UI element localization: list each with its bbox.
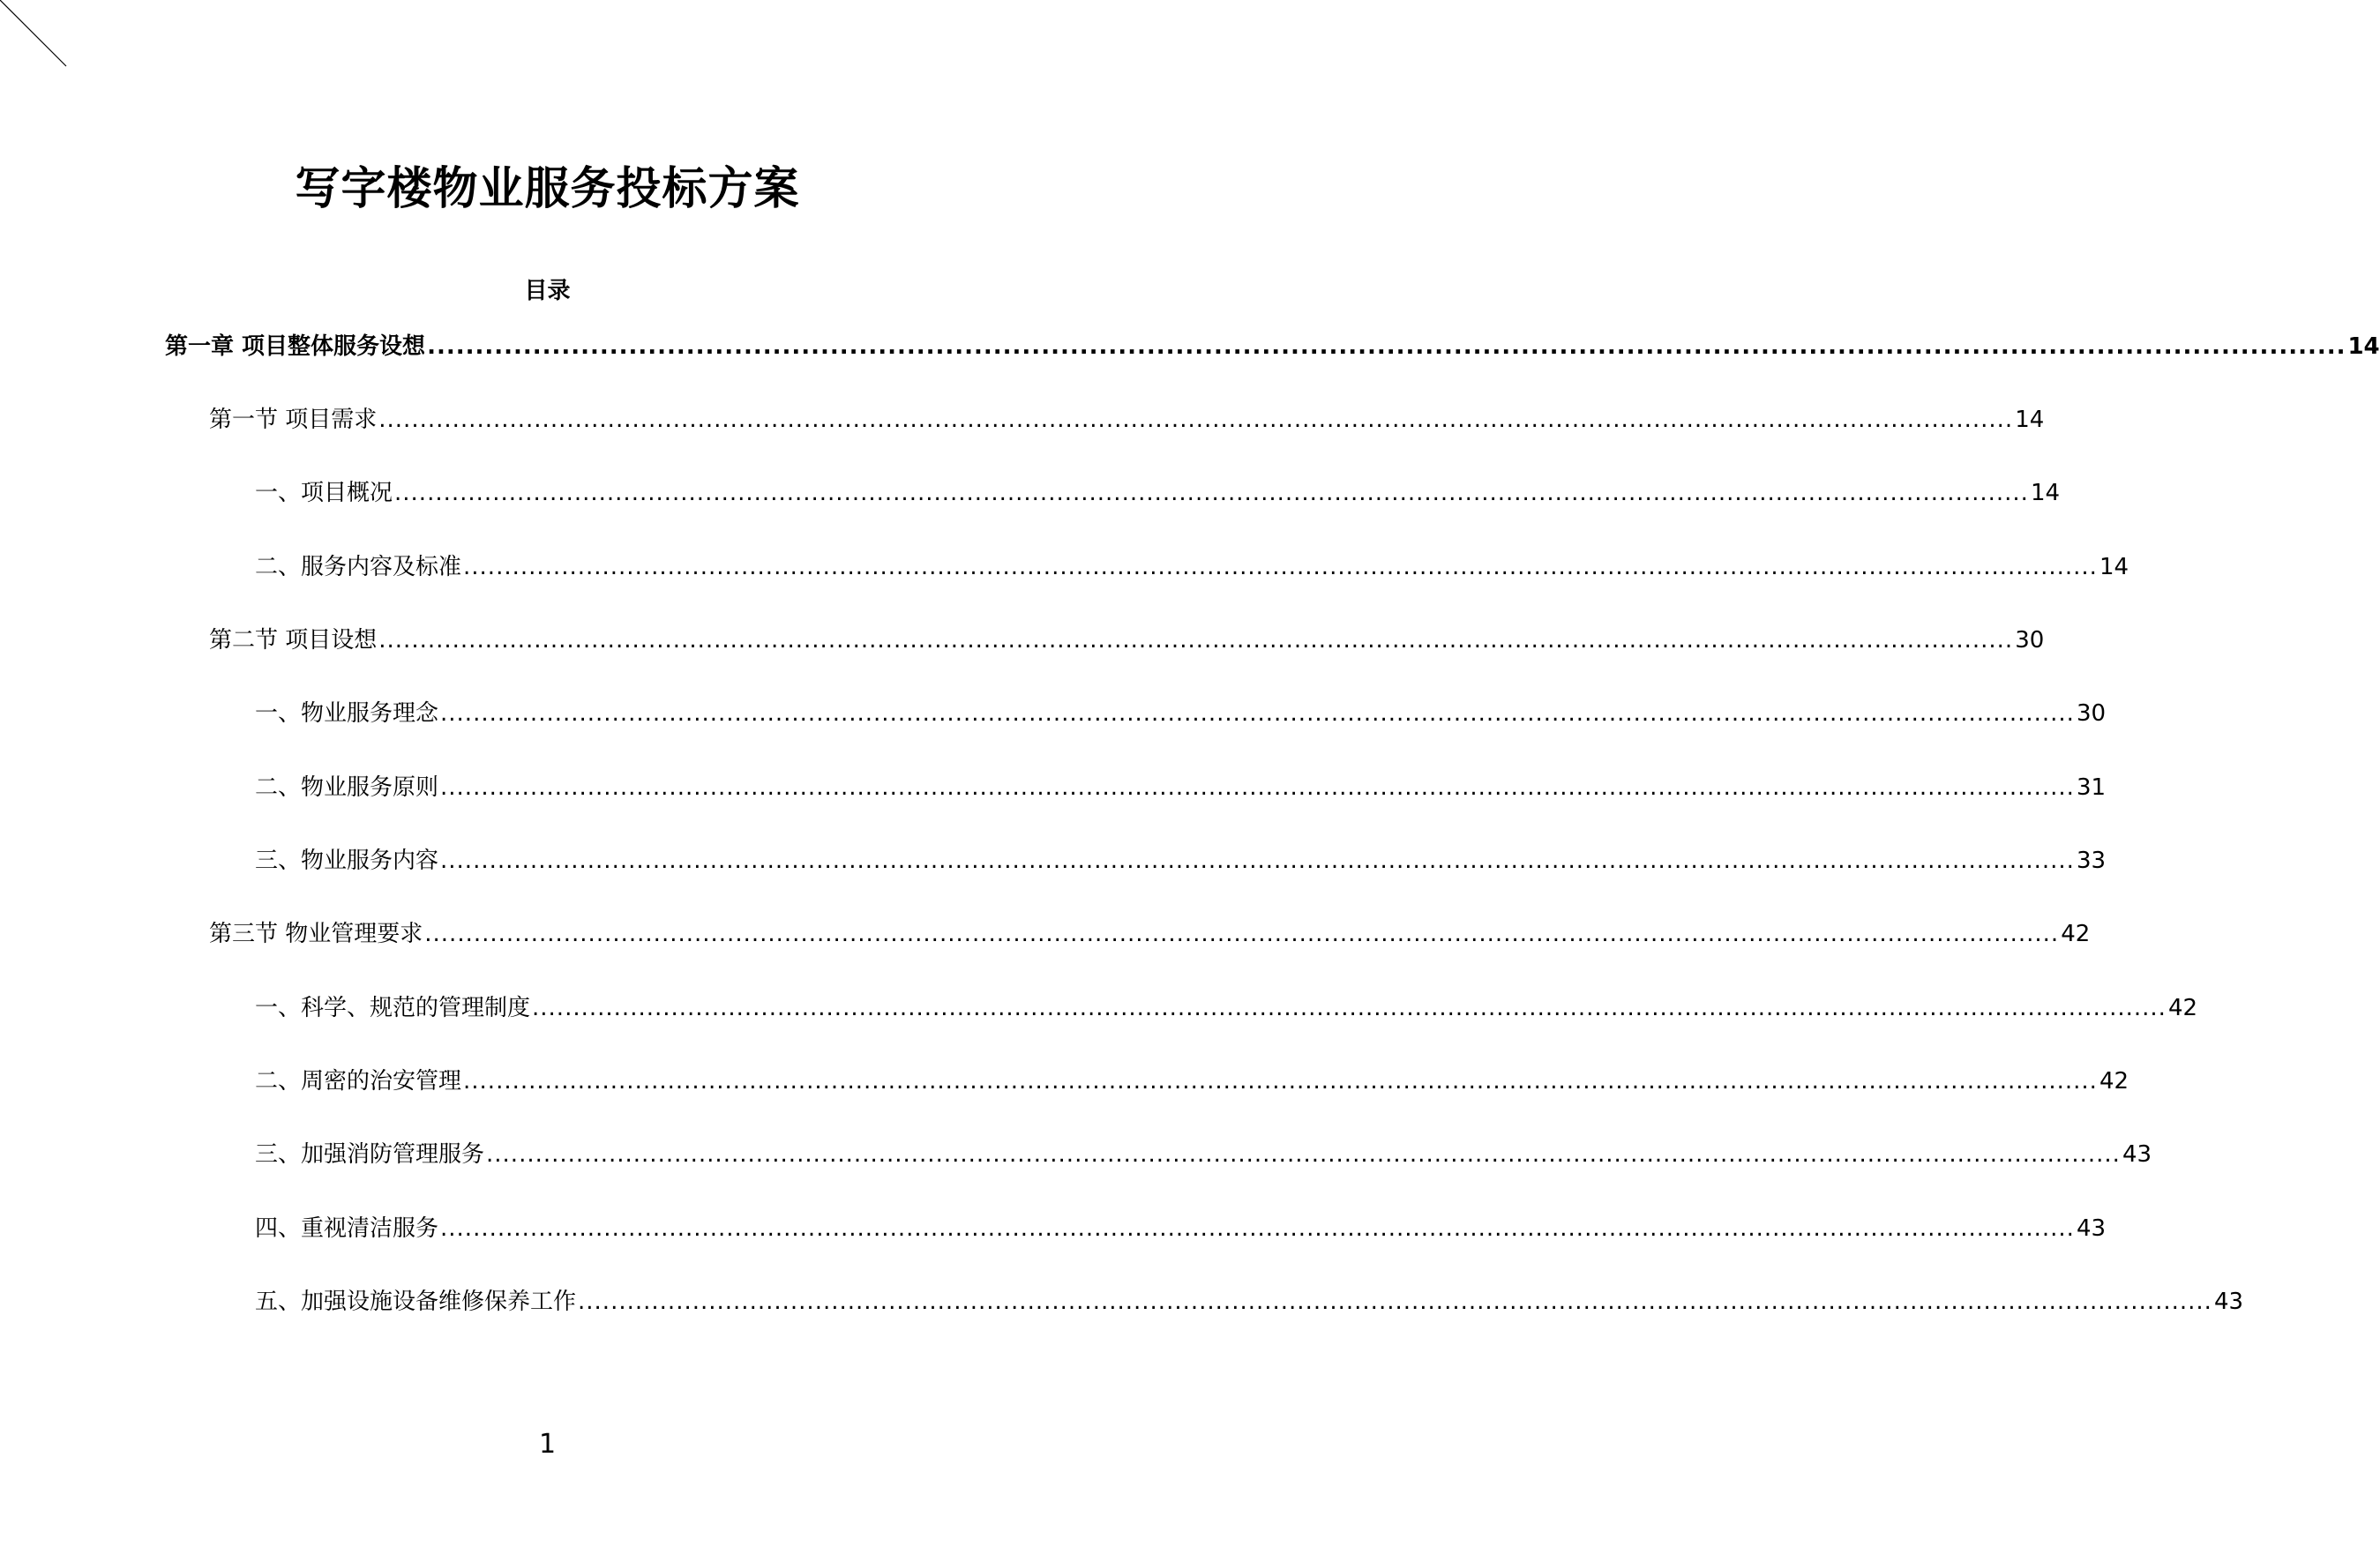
toc-entry-title: 二、周密的治安管理 [255, 1068, 462, 1095]
toc-dot-leader: ........................................................................................................................................................................................................ [394, 480, 2029, 506]
toc-dot-leader: ........................................................................................................................................................................................................ [440, 700, 2075, 727]
toc-page-number: 30 [2076, 700, 2107, 727]
toc-entry[interactable] [209, 624, 2045, 656]
toc-page-number: 43 [2213, 1289, 2244, 1315]
toc-entry-title: 第一章 项目整体服务设想 [165, 333, 426, 360]
toc-page-number: 14 [2015, 407, 2045, 433]
toc-page-number: 14 [2030, 480, 2061, 506]
toc-entry-title: 一、科学、规范的管理制度 [255, 995, 531, 1021]
toc-dot-leader: ........................................................................................................................................................................................................ [427, 333, 2346, 360]
toc-entry[interactable] [255, 992, 2198, 1024]
toc-entry[interactable] [255, 772, 2107, 803]
toc-entry-title: 一、物业服务理念 [255, 700, 439, 727]
toc-page-number: 14 [2347, 333, 2380, 360]
toc-entry[interactable] [255, 698, 2107, 729]
toc-entry-title: 第二节 项目设想 [209, 627, 378, 654]
toc-entry-title: 第三节 物业管理要求 [209, 921, 423, 947]
toc-heading: 目录 [524, 278, 571, 304]
toc-entry[interactable] [209, 404, 2045, 436]
toc-dot-leader: ........................................................................................................................................................................................................ [532, 995, 2167, 1021]
toc-entry[interactable] [255, 845, 2107, 877]
toc-dot-leader: ........................................................................................................................................................................................................ [440, 848, 2075, 874]
toc-page-number: 42 [2061, 921, 2091, 947]
toc-entry[interactable] [255, 1286, 2244, 1318]
toc-entry[interactable] [209, 918, 2091, 950]
toc-dot-leader: ........................................................................................................................................................................................................ [463, 1068, 2098, 1095]
toc-dot-leader: ........................................................................................................................................................................................................ [463, 554, 2098, 580]
toc-entry-title: 第一节 项目需求 [209, 407, 378, 433]
toc-page-number: 42 [2167, 995, 2198, 1021]
toc-dot-leader: ........................................................................................................................................................................................................ [378, 407, 2014, 433]
toc-entry-title: 五、加强设施设备维修保养工作 [255, 1289, 577, 1315]
toc-entry[interactable] [165, 331, 2380, 362]
document-title: 写字楼物业服务投标方案 [295, 163, 800, 215]
toc-entry-title: 一、项目概况 [255, 480, 393, 506]
toc-entry[interactable] [255, 1213, 2107, 1244]
toc-page-number: 43 [2122, 1141, 2152, 1168]
toc-entry-title: 三、加强消防管理服务 [255, 1141, 485, 1168]
toc-entry-title: 四、重视清洁服务 [255, 1215, 439, 1242]
page-number: 1 [538, 1429, 557, 1460]
toc-entry[interactable] [255, 477, 2061, 509]
toc-page-number: 31 [2076, 774, 2107, 801]
toc-dot-leader: ........................................................................................................................................................................................................ [486, 1141, 2121, 1168]
toc-entry[interactable] [255, 551, 2129, 583]
toc-page-number: 33 [2076, 848, 2107, 874]
toc-entry-title: 二、物业服务原则 [255, 774, 439, 801]
toc-dot-leader: ........................................................................................................................................................................................................ [440, 1215, 2075, 1242]
toc-page-number: 42 [2099, 1068, 2129, 1095]
toc-dot-leader: ........................................................................................................................................................................................................ [440, 774, 2075, 801]
toc-dot-leader: ........................................................................................................................................................................................................ [378, 627, 2014, 654]
toc-page-number: 30 [2015, 627, 2045, 654]
toc-page-number: 43 [2076, 1215, 2107, 1242]
toc-dot-leader: ........................................................................................................................................................................................................ [578, 1289, 2212, 1315]
toc-page-number: 14 [2099, 554, 2129, 580]
toc-entry[interactable] [255, 1065, 2129, 1097]
toc-entry[interactable] [255, 1139, 2152, 1170]
toc-dot-leader: ........................................................................................................................................................................................................ [424, 921, 2060, 947]
toc-entry-title: 三、物业服务内容 [255, 848, 439, 874]
toc-entry-title: 二、服务内容及标准 [255, 554, 462, 580]
